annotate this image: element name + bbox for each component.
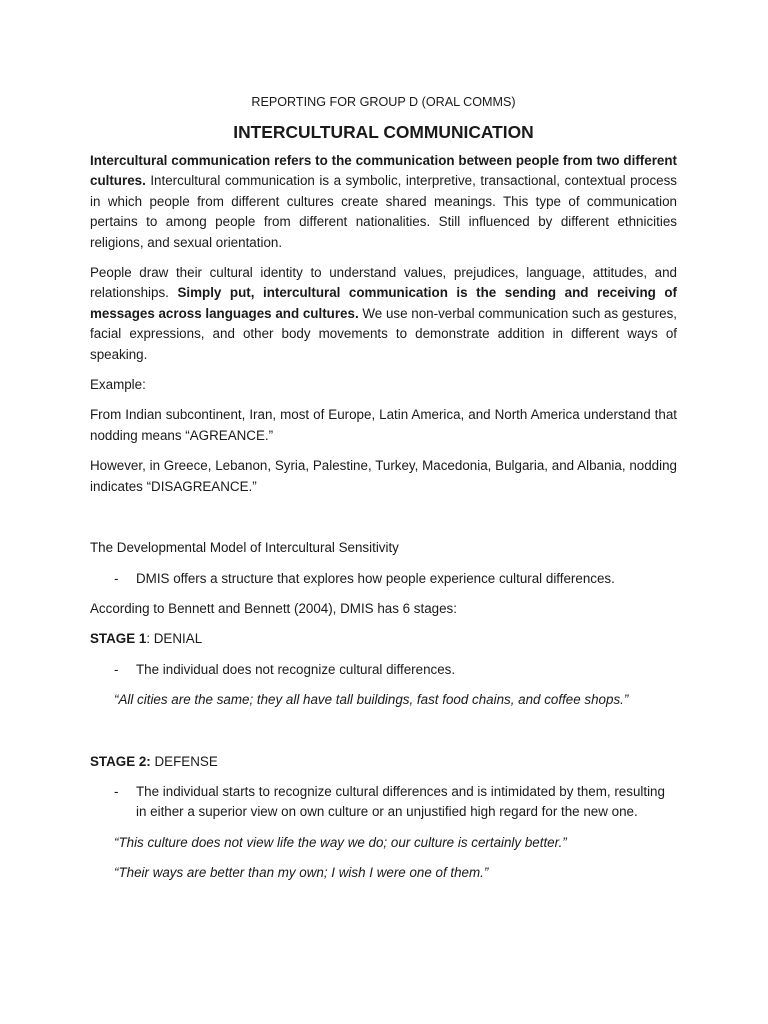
stage2-quote-2: “Their ways are better than my own; I wish I were one of them.” bbox=[114, 865, 489, 881]
model-bullet-text: DMIS offers a structure that explores how people experience cultural differences. bbox=[136, 570, 615, 586]
identity-bold-text: Simply put, intercultural communication is the sending and receiving of messages across languages and cultures. bbox=[90, 285, 677, 321]
model-heading: The Developmental Model of Intercultural Sensitivity bbox=[90, 540, 399, 556]
stage1-label: STAGE 1 bbox=[90, 631, 147, 647]
stage1-quote: “All cities are the same; they all have tall buildings, fast food chains, and coffee shops.” bbox=[114, 692, 629, 708]
stage2-quote-1: “This culture does not view life the way we do; our culture is certainly better.” bbox=[114, 834, 567, 850]
stage1-heading bbox=[90, 629, 677, 649]
identity-paragraph bbox=[90, 263, 677, 365]
identity-text-rest: We use non-verbal communication such as gestures, facial expressions, and other body movements to demonstrate addition in different ways of speaking. bbox=[90, 305, 677, 362]
stage2-bullet-text: The individual starts to recognize cultural differences and is intimidated by them, resulting in either a superior view on own culture or an unjustified high regard for the new one. bbox=[136, 783, 665, 820]
stage2-name: DEFENSE bbox=[154, 753, 218, 769]
stage1-bullet-item bbox=[90, 660, 677, 680]
example-label: Example: bbox=[90, 377, 146, 393]
definition-paragraph bbox=[90, 151, 677, 253]
bennett-line: According to Bennett and Bennett (2004), DMIS has 6 stages: bbox=[90, 600, 457, 616]
definition-bold-text: Intercultural communication refers to the communication between people from two different cultures. bbox=[90, 153, 677, 189]
bullet-dash: - bbox=[114, 783, 119, 799]
stage1-name: DENIAL bbox=[153, 631, 203, 647]
example-disagree-paragraph: However, in Greece, Lebanon, Syria, Palestine, Turkey, Macedonia, Bulgaria, and Albania, nodding indicates “DISAGREANCE.” bbox=[90, 458, 677, 494]
identity-text-start: People draw their cultural identity to understand values, prejudices, language, attitudes, and relationships. bbox=[90, 265, 677, 301]
model-bullet-item bbox=[90, 569, 677, 589]
stage2-label: STAGE 2: bbox=[90, 753, 151, 769]
definition-text: Intercultural communication is a symbolic, interpretive, transactional, contextual process in which people from different cultures create shared meanings. This type of communication pertains to among people from different nationalities. Still influenced by different ethnicities religions, and sexual orientation. bbox=[90, 173, 677, 250]
stage1-sep: : bbox=[146, 631, 154, 647]
stage1-bullet-text: The individual does not recognize cultural differences. bbox=[136, 661, 456, 677]
document-title: INTERCULTURAL COMMUNICATION bbox=[233, 122, 534, 142]
bullet-dash: - bbox=[114, 570, 119, 586]
report-header: REPORTING FOR GROUP D (ORAL COMMS) bbox=[251, 95, 516, 109]
bullet-dash: - bbox=[114, 661, 119, 677]
document-page bbox=[90, 92, 677, 894]
example-agree-paragraph: From Indian subcontinent, Iran, most of Europe, Latin America, and North America understand that nodding means “AGREANCE.” bbox=[90, 407, 677, 443]
stage2-heading bbox=[90, 752, 677, 772]
stage2-bullet-item bbox=[90, 782, 677, 823]
